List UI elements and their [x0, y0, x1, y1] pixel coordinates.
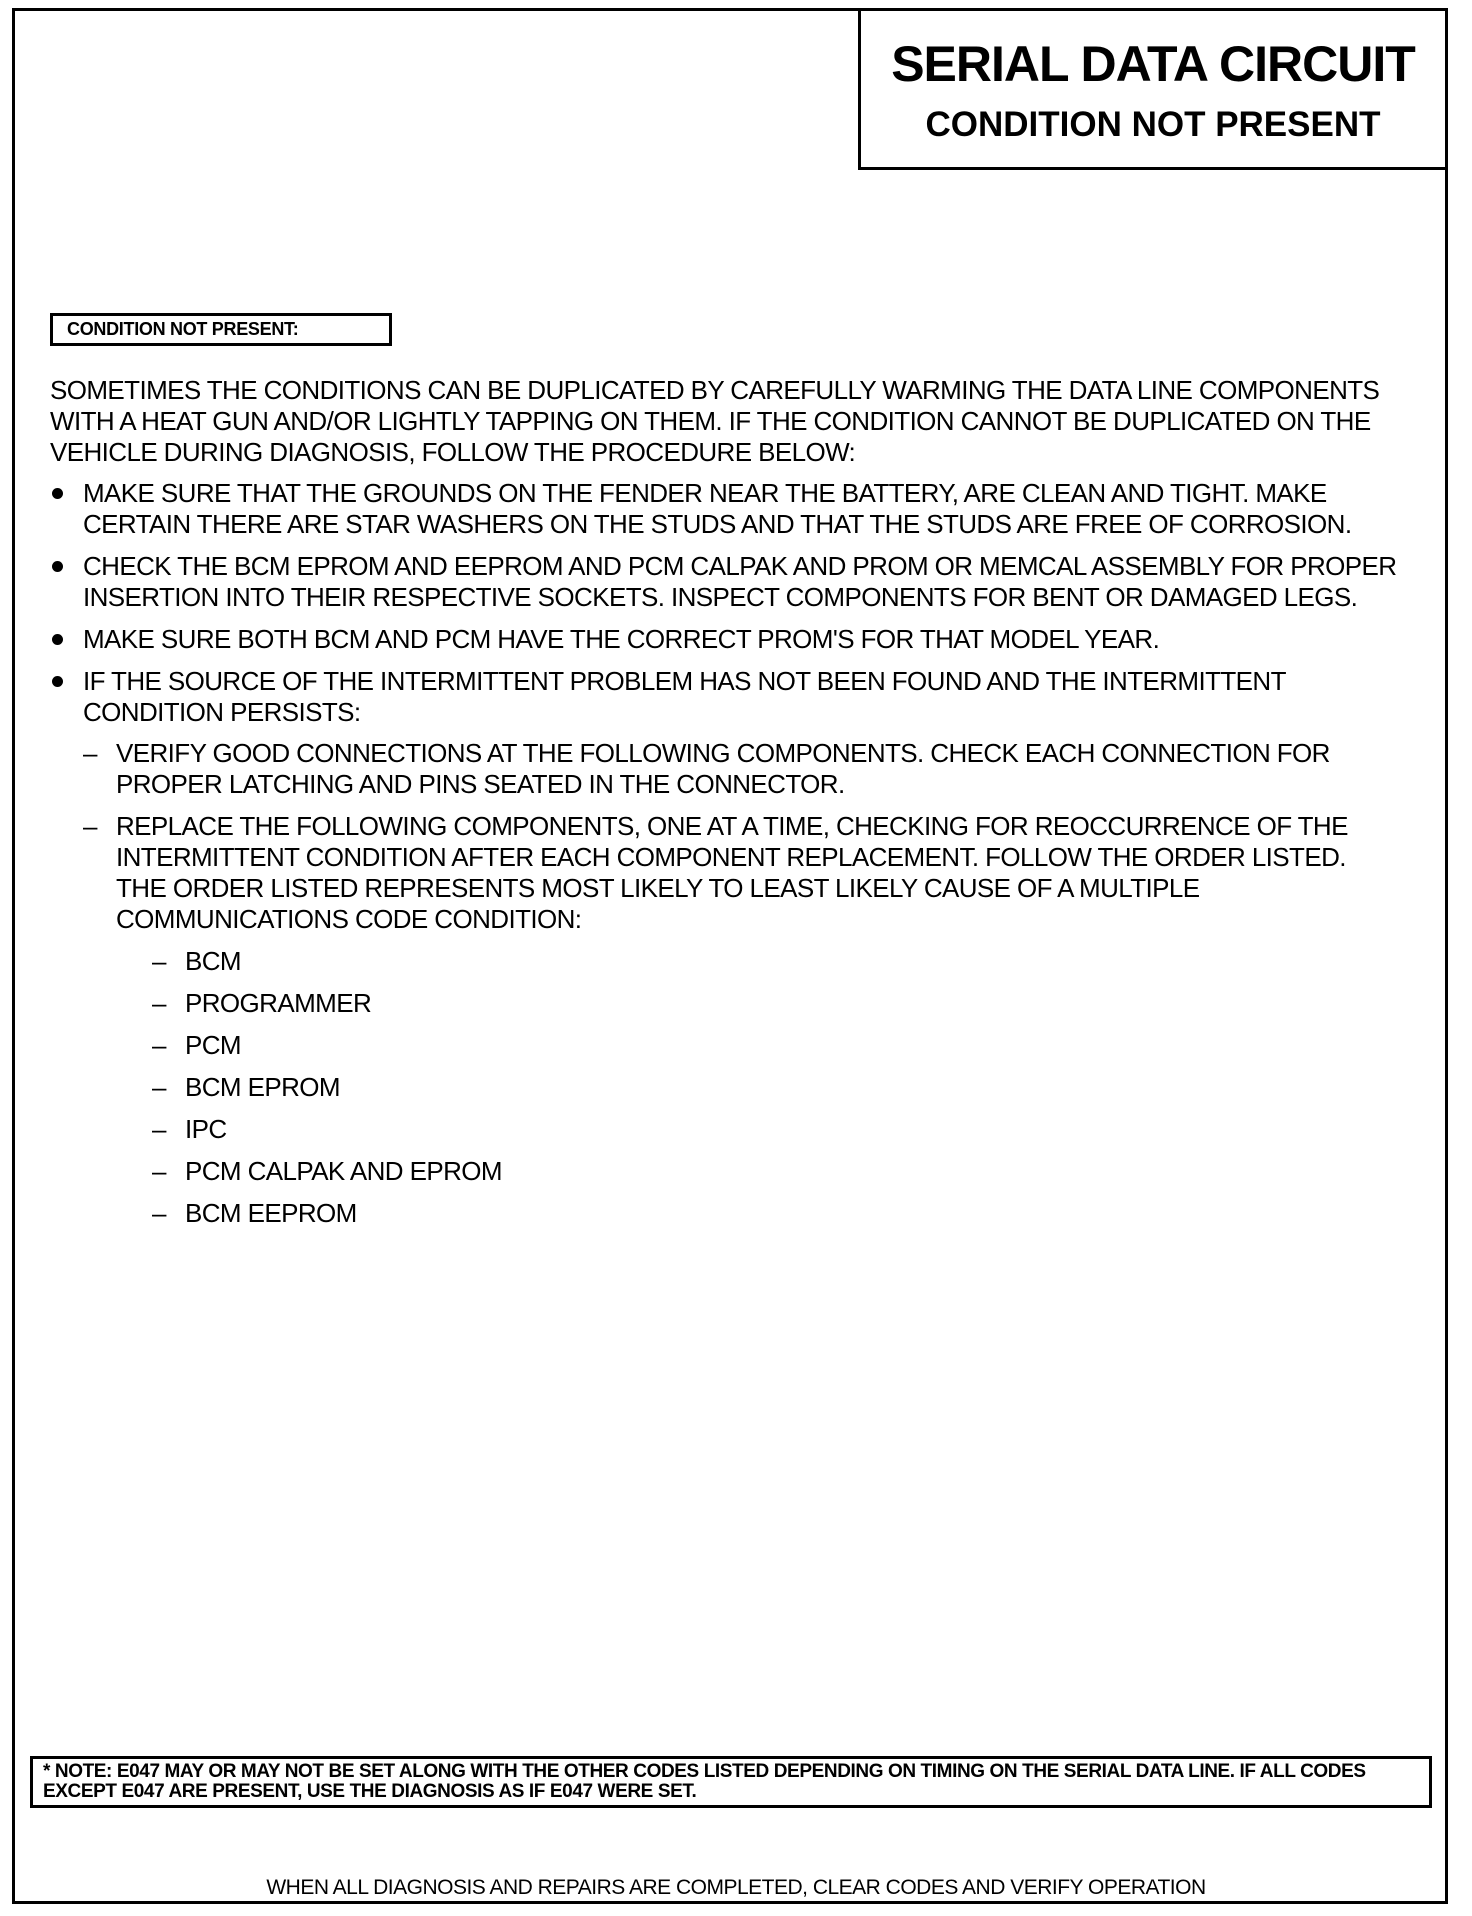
- bullet-dot-icon: [52, 561, 63, 572]
- sub-step-text: REPLACE THE FOLLOWING COMPONENTS, ONE AT A TIME, CHECKING FOR REOCCURRENCE OF THE INTERMITTENT CONDITION AFTER EACH COMPONENT REPLACEMENT. FOLLOW THE ORDER LISTED. THE ORDER LISTED REPRESENTS MOST LIKELY TO LEAST LIKELY CAUSE OF A MULTIPLE COMMUNICATIONS CODE CONDITION:: [116, 811, 1348, 934]
- dash-icon: –: [152, 1114, 166, 1144]
- bullet-dot-icon: [52, 634, 63, 645]
- dash-icon: –: [152, 1030, 166, 1060]
- footer-instruction: WHEN ALL DIAGNOSIS AND REPAIRS ARE COMPLETED, CLEAR CODES AND VERIFY OPERATION: [266, 1876, 1206, 1899]
- component-name: PCM CALPAK AND EPROM: [185, 1156, 502, 1186]
- bullet-text: IF THE SOURCE OF THE INTERMITTENT PROBLEM HAS NOT BEEN FOUND AND THE INTERMITTENT CONDITION PERSISTS:: [83, 666, 1286, 727]
- dash-icon: –: [152, 1072, 166, 1102]
- component-name: BCM EPROM: [185, 1072, 340, 1102]
- component-item: [152, 1114, 1400, 1145]
- component-name: BCM: [185, 946, 241, 976]
- sub-step-item: [83, 811, 1400, 1229]
- component-item: [152, 988, 1400, 1019]
- component-item: [152, 946, 1400, 977]
- dash-icon: –: [152, 1198, 166, 1228]
- bullet-text: CHECK THE BCM EPROM AND EEPROM AND PCM CALPAK AND PROM OR MEMCAL ASSEMBLY FOR PROPER INSERTION INTO THEIR RESPECTIVE SOCKETS. INSPECT COMPONENTS FOR BENT OR DAMAGED LEGS.: [83, 551, 1397, 612]
- bullet-dot-icon: [52, 488, 63, 499]
- dash-icon: –: [152, 1156, 166, 1186]
- bullet-dot-icon: [52, 676, 63, 687]
- component-name: PROGRAMMER: [185, 988, 372, 1018]
- note-box: * NOTE: E047 MAY OR MAY NOT BE SET ALONG WITH THE OTHER CODES LISTED DEPENDING ON TIMING ON THE SERIAL DATA LINE. IF ALL CODES EXCEPT E047 ARE PRESENT, USE THE DIAGNOSIS AS IF E047 WERE SET.: [30, 1756, 1432, 1808]
- bullet-item: [50, 666, 1400, 1229]
- dash-icon: –: [152, 988, 166, 1018]
- sub-step-item: [83, 738, 1400, 800]
- dash-icon: –: [152, 946, 166, 976]
- sub-step-list: [83, 738, 1400, 1229]
- bullet-text: MAKE SURE THAT THE GROUNDS ON THE FENDER NEAR THE BATTERY, ARE CLEAN AND TIGHT. MAKE CERTAIN THERE ARE STAR WASHERS ON THE STUDS AND THAT THE STUDS ARE FREE OF CORROSION.: [83, 478, 1352, 539]
- component-item: [152, 1156, 1400, 1187]
- component-item: [152, 1198, 1400, 1229]
- procedure-content: [50, 375, 1400, 1240]
- bullet-item: [50, 478, 1400, 540]
- dash-icon: –: [83, 811, 97, 841]
- dash-icon: –: [83, 738, 97, 768]
- sub-step-text: VERIFY GOOD CONNECTIONS AT THE FOLLOWING COMPONENTS. CHECK EACH CONNECTION FOR PROPER LATCHING AND PINS SEATED IN THE CONNECTOR.: [116, 738, 1330, 799]
- procedure-bullet-list: [50, 478, 1400, 1229]
- section-label: CONDITION NOT PRESENT:: [50, 313, 392, 346]
- component-item: [152, 1030, 1400, 1061]
- component-item: [152, 1072, 1400, 1103]
- intro-paragraph: SOMETIMES THE CONDITIONS CAN BE DUPLICATED BY CAREFULLY WARMING THE DATA LINE COMPONENTS WITH A HEAT GUN AND/OR LIGHTLY TAPPING ON THEM. IF THE CONDITION CANNOT BE DUPLICATED ON THE VEHICLE DURING DIAGNOSIS, FOLLOW THE PROCEDURE BELOW:: [50, 375, 1380, 467]
- bullet-item: [50, 551, 1400, 613]
- bullet-text: MAKE SURE BOTH BCM AND PCM HAVE THE CORRECT PROM'S FOR THAT MODEL YEAR.: [83, 624, 1160, 654]
- component-list: [116, 946, 1400, 1229]
- page-title: SERIAL DATA CIRCUIT: [891, 36, 1415, 92]
- component-name: PCM: [185, 1030, 241, 1060]
- bullet-item: [50, 624, 1400, 655]
- page-subtitle: CONDITION NOT PRESENT: [925, 105, 1381, 144]
- component-name: IPC: [185, 1114, 227, 1144]
- component-name: BCM EEPROM: [185, 1198, 357, 1228]
- title-box: [858, 8, 1448, 170]
